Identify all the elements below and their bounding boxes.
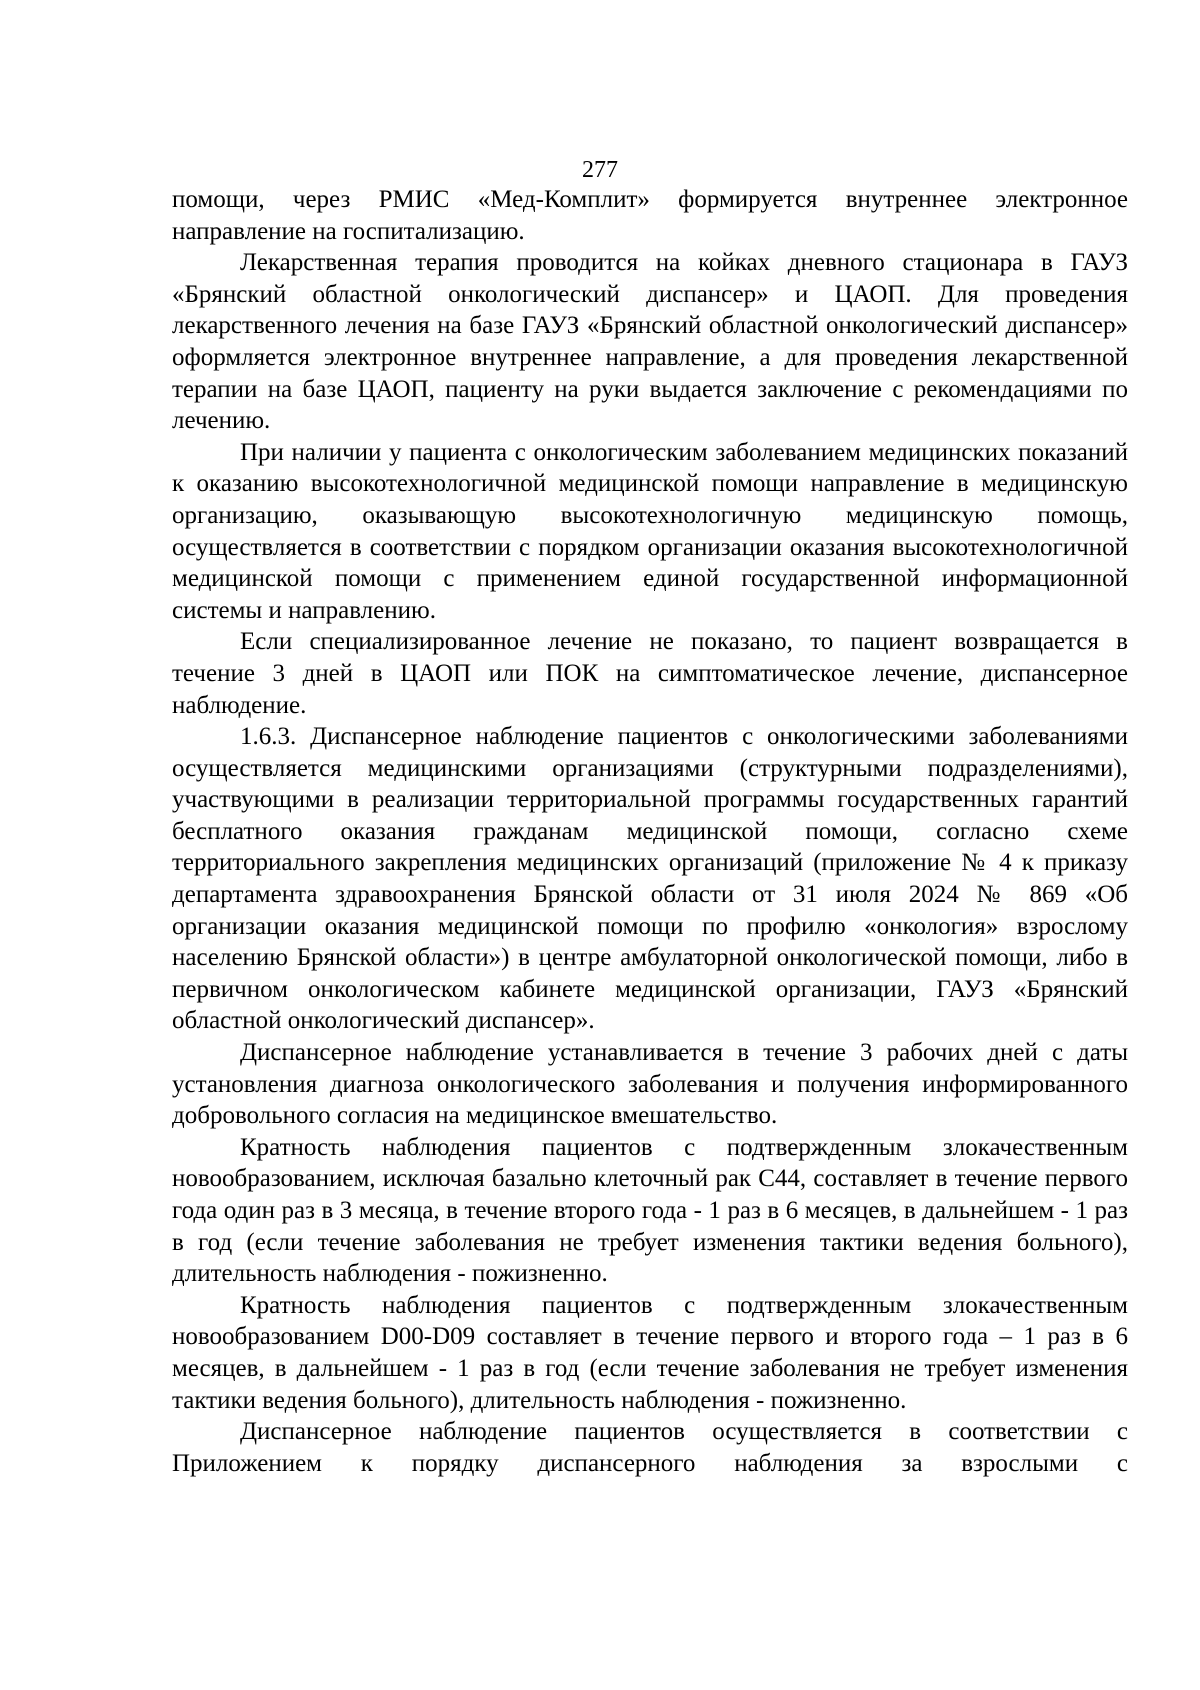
paragraph-symptomatic-treatment: Если специализированное лечение не показано, то пациент возвращается в течение 3 дней в ЦАОП или ПОК на симптоматическое лечение, диспансерное наблюдение. (172, 628, 1128, 719)
document-body (172, 184, 1128, 1479)
paragraph-observation-start: Диспансерное наблюдение устанавливается в течение 3 рабочих дней с даты установления диагноза онкологического заболевания и получения информированного добровольного согласия на медицинское вмешательство. (172, 1039, 1128, 1130)
paragraph-observation-appendix: Диспансерное наблюдение пациентов осуществляется в соответствии с Приложением к порядку диспансерного наблюдения за взрослыми с (172, 1418, 1128, 1477)
paragraph-frequency-d00-d09: Кратность наблюдения пациентов с подтвержденным злокачественным новообразованием D00-D09 составляет в течение первого и второго года – 1 раз в 6 месяцев, в дальнейшем - 1 раз в год (если течение заболевания не требует изменения тактики ведения больного), длительность наблюдения - пожизненно. (172, 1291, 1128, 1414)
paragraph-drug-therapy: Лекарственная терапия проводится на койках дневного стационара в ГАУЗ «Брянский областной онкологический диспансер» и ЦАОП. Для проведения лекарственного лечения на базе ГАУЗ «Брянский областной онкологический диспансер» оформляется электронное внутреннее направление, а для проведения лекарственной терапии на базе ЦАОП, пациенту на руки выдается заключение с рекомендациями по лечению. (172, 249, 1128, 435)
paragraph-high-tech-care: При наличии у пациента с онкологическим заболеванием медицинских показаний к оказанию высокотехнологичной медицинской помощи направление в медицинскую организацию, оказывающую высокотехнологичную медицинскую помощь, осуществляется в соответствии с порядком организации оказания высокотехнологичной медицинской помощи с применением единой государственной информационной системы и направлению. (172, 438, 1128, 624)
paragraph-frequency-malignant: Кратность наблюдения пациентов с подтвержденным злокачественным новообразованием, исключая базально клеточный рак С44, составляет в течение первого года один раз в 3 месяца, в течение второго года - 1 раз в 6 месяцев, в дальнейшем - 1 раз в год (если течение заболевания не требует изменения тактики ведения больного), длительность наблюдения - пожизненно. (172, 1133, 1128, 1288)
paragraph-section-1-6-3: 1.6.3. Диспансерное наблюдение пациентов с онкологическими заболеваниями осуществляется медицинскими организациями (структурными подразделениями), участвующими в реализации территориальной программы государственных гарантий бесплатного оказания гражданам медицинской помощи, согласно схеме территориального закрепления медицинских организаций (приложение № 4 к приказу департамента здравоохранения Брянской области от 31 июля 2024 № 869 «Об организации оказания медицинской помощи по профилю «онкология» взрослому населению Брянской области») в центре амбулаторной онкологической помощи, либо в первичном онкологическом кабинете медицинской организации, ГАУЗ «Брянский областной онкологический диспансер». (172, 723, 1128, 1035)
paragraph-referral-hospitalization: помощи, через РМИС «Мед-Комплит» формируется внутреннее электронное направление на госпитализацию. (172, 186, 1128, 245)
page-number: 277 (582, 157, 618, 183)
